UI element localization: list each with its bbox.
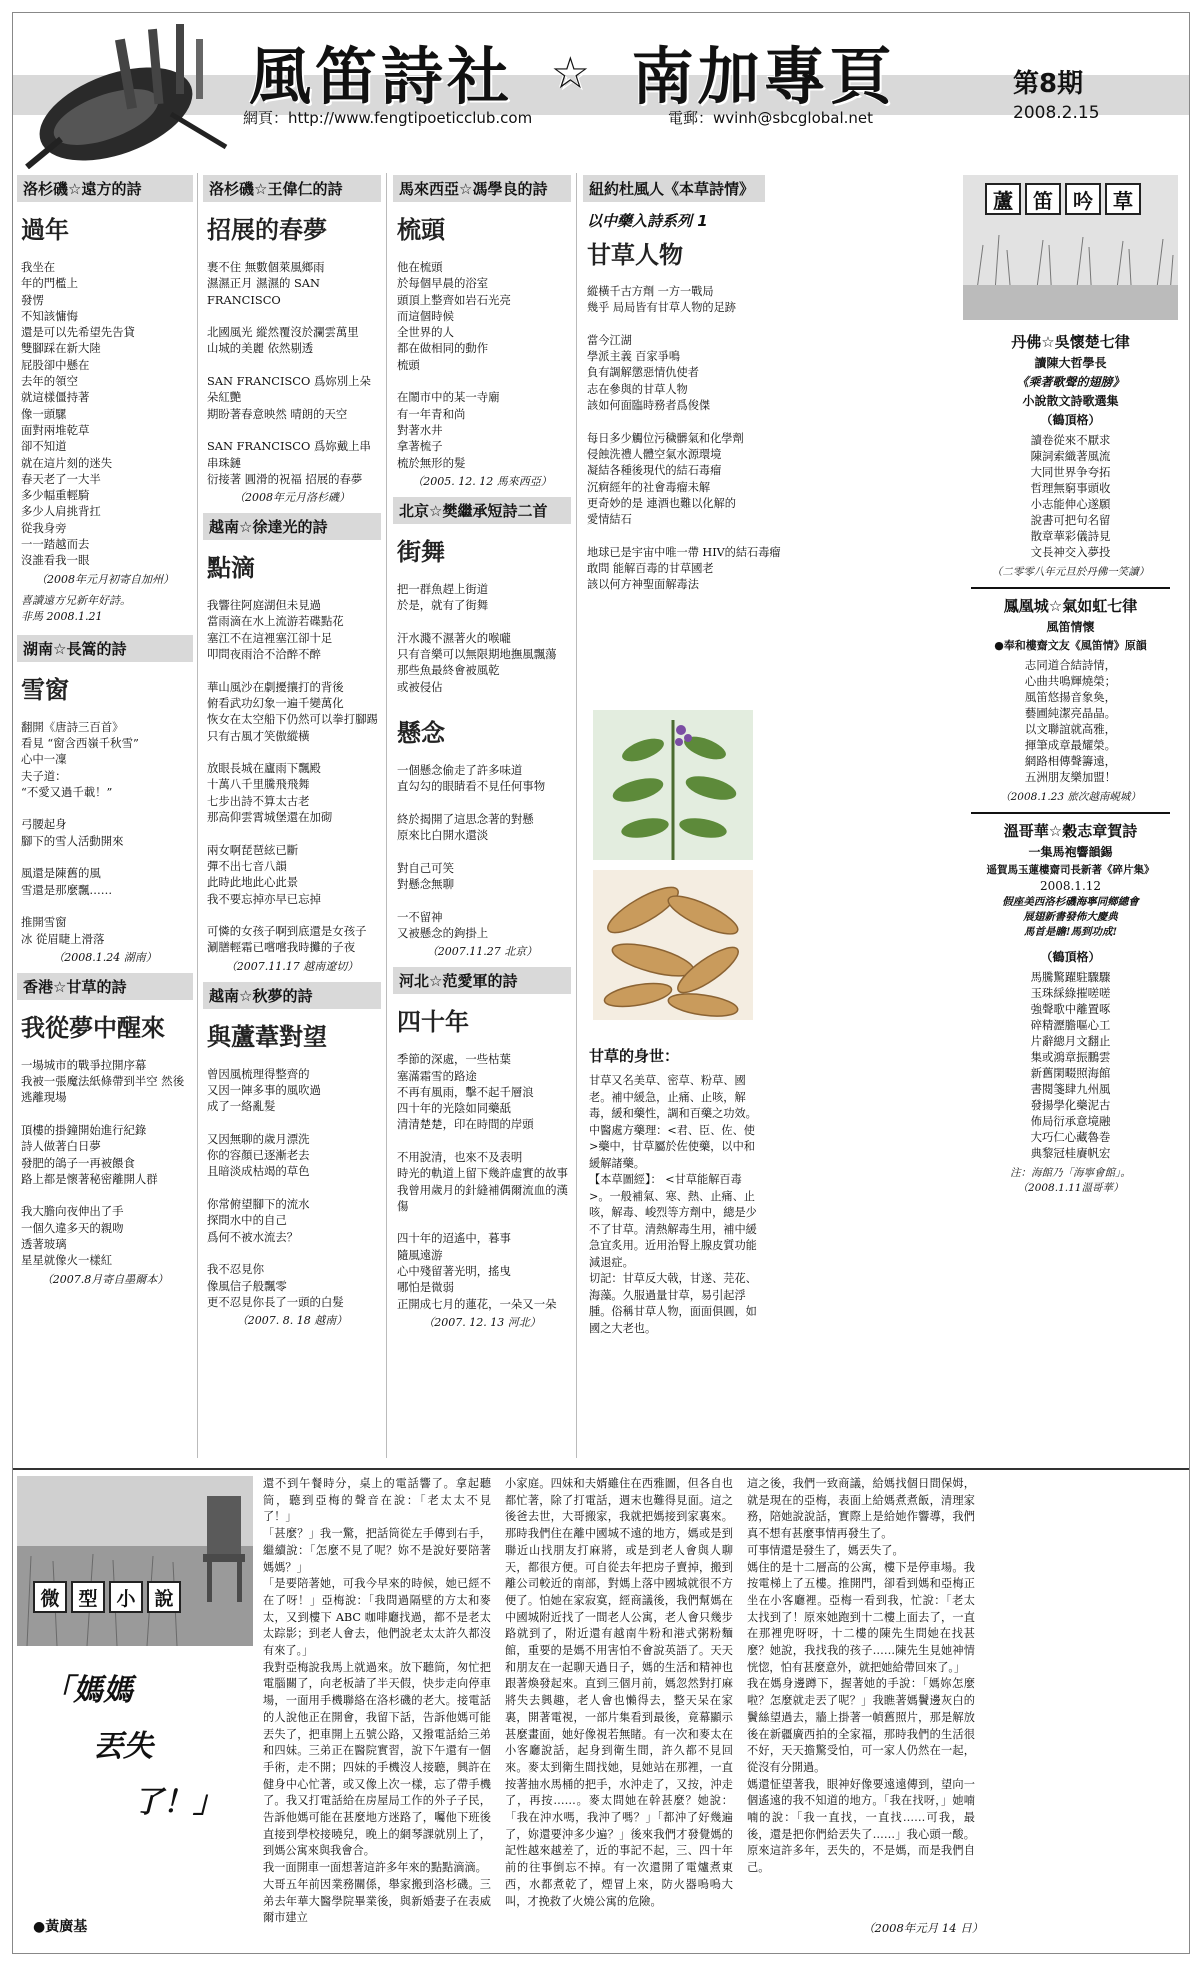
- story-title: [43, 1663, 223, 1831]
- story-column-1: 還不到午餐時分，桌上的電話響了。拿起聽筒，聽到亞梅的聲音在說：「老太太不見了！」 「甚麼？」我一驚，把話筒從左手傳到右手，繼續說：「怎麼不見了呢？妳不是說好要陪著媽媽？」 「是要陪著她，可我今早來的時候，她已經不在了呀！」亞梅說：「我問過隔壁的方太和麥太，又到樓下 ABC 咖啡廳找過，都不是老太太踪影；到老人會去，他們說老太太許久都沒有來了。」 我對亞梅說我馬上就過來。放下聽筒，匆忙把電腦關了，向老板請了半天假，快步走向停車場，一面用手機聯絡在洛杉磯的老大。接電話的人說他正在開會，我留下話，告訴他媽可能丟失了，把車開上五號公路，又撥電話給三弟和四妹。三弟正在醫院實習，說下午還有一個手術，走不開；四妹的手機沒人接聽，興許在健身中心忙著，或又像上次一樣，忘了帶手機了。我又打電話給在房屋局工作的外子子民，告訴他媽可能在甚麼地方迷路了，囑他下班後直接到學校接曉兒，晚上的網琴課就別上了，到媽公寓來與我會合。 我一面開車一面想著這許多年來的點點滴滴。 大哥五年前因業務關係，舉家搬到洛杉磯。三弟去年華大醫學院畢業後，與新婚妻子在表威爾市建立: [263, 1477, 491, 1925]
- section-head: 河北☆范愛軍的詩: [393, 967, 571, 994]
- poem-title: 招展的春夢: [207, 216, 327, 244]
- website-link[interactable]: 網頁：http://www.fengtipoeticclub.com: [243, 109, 533, 127]
- poem-title: 四十年: [397, 1008, 469, 1037]
- licorice-root-photo: [593, 870, 753, 1020]
- short-story-section: [13, 1468, 1189, 1953]
- herb-life-title: 甘草的身世：: [589, 1047, 680, 1065]
- masthead-title: [249, 27, 896, 116]
- label-char: 小: [109, 1581, 143, 1613]
- poem-title: 街舞: [397, 537, 445, 566]
- star-icon: ☆: [550, 48, 595, 99]
- section-divider: [13, 1468, 1189, 1470]
- poem-note: （2008.1.23 旅次越南峴城）: [1000, 791, 1141, 803]
- title-char: 笛: [1025, 183, 1061, 215]
- label-char: 型: [71, 1581, 105, 1613]
- poem-subtitle: 風笛情懷: [1046, 620, 1095, 634]
- poem-note: （2008年元月初寄自加州）: [36, 572, 174, 586]
- divider: [971, 812, 1170, 814]
- herb-life-body: 甘草又名美草、密草、粉草、國老。補中緩急，止痛、止咳，解毒，緩和藥性，調和百藥之功效。 中醫處方藥理：<君、臣、佐、使>藥中，甘草屬於佐使藥，以中和緩解諸藥。 【本草圖經】： <甘草能解百毒>。一般補氣、寒、熱、止痛、止咳，解毒、峻烈等方劑中，總是少不了甘草。清熱解毒生用，補中緩急宜炙用。近用治腎上腺皮質功能減退症。 切記：甘草反大戟，甘遂、芫花、海藻。久服過量甘草，易引起浮腫。俗稱甘草人物，面面俱圓，如國之大老也。: [589, 1074, 757, 1335]
- poem-note: （2007.11.27 北京）: [426, 945, 538, 959]
- section-head: 北京☆樊繼承短詩二首: [393, 497, 571, 524]
- section-head: 湖南☆長篙的詩: [17, 635, 193, 662]
- poem-title: 與蘆葦對望: [207, 1022, 327, 1051]
- section-head: 馬來西亞☆馮學良的詩: [393, 175, 571, 202]
- email-link[interactable]: 電郵：wvinh@sbcglobal.net: [668, 109, 874, 127]
- poem-body: 一個懸念偷走了許多味道 直勾勾的眼睛看不見任何事物 終於揭開了這思念著的對懸 原來比白開水還淡 對自己可笑 對懸念無聊 一不留神 又被懸念的鉤掛上: [397, 762, 546, 940]
- poem-body: 翻開《唐詩三百首》 看見 “窗含西嶺千秋雪” 心中一凜 夫子道： “不愛又過千載！” 弓腰起身 腳下的雪人活動開來 風還是陳舊的風 雪還是那麼飄…… 推開雪窗 冰 從眉睫上滑落: [21, 719, 139, 946]
- poem-body: 季節的深處，一些枯葉 塞滿霜雪的路途 不再有風雨，擊不起千層浪 四十年的光陰如同藥舐 清清楚楚，印在時間的岸頭 不用說清，也來不及表明 時光的軌道上留下幾許虛實的故事 我曾用歲月的針縫補偶爾流血的漢傷 四十年的迢遙中，暮事 隨風遠游 心中殘留著光明，搖曳 哪怕是微弱 正開成七月的蓮花，一朵又一朵: [397, 1052, 568, 1311]
- poem-note: （2007. 12. 13 河北）: [423, 1315, 541, 1329]
- newspaper-page: [12, 12, 1190, 1954]
- story-title-line: 丟失: [93, 1729, 153, 1764]
- label-char: 微: [33, 1581, 67, 1613]
- poem-body: 馬騰驚躍駐驟驟 玉珠綵綠摧嗟嗟 強聲歌中離置啄 碎精瀝膽嘔心工 片辭總月文翻止 集或鴻章振鵬雲 新舊閑畷照海館 書閱箋肆九州風 發揚學化藥泥古 佈局衍承意境融 大巧仁心藏魯巻 典黎冠桂賡帆宏: [1030, 970, 1111, 1160]
- poem-body: 曾因風梳理得整齊的 又因一陣多事的風吹過 成了一絡亂髮 又因無聊的歲月漂洗 你的容顏已逐漸老去 且暗淡成枯竭的草色 你常俯望腳下的流水 探問水中的自己 爲何不被水流去？ 我不忍見你 像風信子般飄零 更不忍見你長了一頭的白髮: [207, 1066, 344, 1309]
- story-label: [33, 1581, 181, 1613]
- title-char: 草: [1105, 183, 1141, 215]
- bagpipe-icon: [21, 19, 236, 169]
- poem-note: （2008.1.24 湖南）: [53, 950, 157, 964]
- licorice-plant-photo: [593, 710, 753, 860]
- poem-body: 縱橫千古方劑 一方一戰局 幾乎 局局皆有甘草人物的足跡 當今江湖 學派主義 百家爭鳴 負有調解懲惡情仇使者 志在參與的甘草人物 該如何面臨時務者爲俊傑 每日多少觸位污穢髒氣和化學劑 侵蝕洗禮人體空氣水源環境 凝結各種後現代的結石毒瘤 沉痾經年的社會毒瘤未解 更奇妙的是 連酒也難以化解的 愛情結石 地球已是宇宙中唯一帶 HIV的結石毒瘤 敢問 能解百毒的甘草國老 該以何方神聖面解毒法: [587, 285, 781, 592]
- poem-body: 我坐在 年的門檻上 發愣 不知該慵悔 還是可以先希望先告貸 雙腳踩在新大陸 屁股卻中懸在 去年的領空 就這樣僵持著 像一頭騾 面對兩堆乾草 卻不知道 就在這片刻的迷失 春天老了一大半 多少幅重輕騎 多少人肩挑背扛 從我身旁 一一踏越而去 沒誰看我一眼: [21, 260, 135, 568]
- masthead: [13, 13, 1189, 143]
- poem-title: 我從夢中醒來: [21, 1013, 165, 1042]
- poem-subtitle: 2008.1.12: [1039, 879, 1102, 893]
- poem-subtitle: 小說散文詩歌選集: [1022, 394, 1119, 408]
- column-divider: [386, 173, 387, 1458]
- label-char: 說: [147, 1581, 181, 1613]
- issue-date: 2008.2.15: [1013, 103, 1100, 123]
- poem-subtitle: 遥賀馬玉蓮樓齋司長新著《碎片集》: [986, 864, 1155, 876]
- section-head: 越南☆秋夢的詩: [203, 982, 381, 1009]
- divider: [971, 587, 1170, 589]
- poem-note: （2005. 12. 12 馬來西亞）: [412, 474, 552, 488]
- poem-head: 鳳凰城☆氣如虹七律: [1003, 597, 1138, 615]
- poem-title: 懸念: [397, 718, 445, 747]
- column-1: [17, 175, 193, 1465]
- poem-subtitle: 《乘著歌聲的翅膀》: [1016, 375, 1125, 389]
- story-date: （2008年元月 14 日）: [863, 1921, 984, 1935]
- poem-note: （2007. 8. 18 越南）: [236, 1314, 348, 1328]
- poem-title: 梳頭: [397, 216, 445, 244]
- poem-note: 注：海館乃「海寧會館」。 （2008.1.11溫哥華）: [1010, 1167, 1131, 1194]
- poem-body: 我響往阿庭湖但未見過 當雨滴在水上流游若碟點花 塞江不在這裡塞江卻十足 叩問夜雨洽不洽醉不醉 華山風沙在劇擾攘打的背後 俯看武功幻象一遍千變萬化 恢女在太空船下仍然可以拳打腳踢 只有古風才笑傲縱橫 放眼長城在廬雨下飄殿 十萬八千里騰飛飛舞 七步出詩不算太古老 那高仰雲霄城堡還在加砌 兩女啊琵琶絃已斷 彈不出七音八韻 此時此地此心此景 我不要忘掉亦早已忘掉 可憐的女孩子啊到底還是女孩子 涮膳輕霜已嚐嚐我時攤的子夜: [207, 598, 378, 955]
- story-title-line: 「媽媽: [43, 1673, 133, 1708]
- column-2: [203, 175, 381, 1465]
- poem-subtitle: 假座美西洛杉磯海寧同鄉總會 展翅新書發佈大慶典 馬首是瞻!馬到功成!: [1002, 896, 1139, 938]
- poem-comment: 喜讀遠方兄新年好詩。 非馬 2008.1.21: [21, 593, 131, 623]
- poem-title: 過年: [21, 216, 69, 244]
- poem-body: 一場城市的戰爭拉開序幕 我被一張魔法紙條帶到半空 然後逃離現場 頂樓的掛鐘開始進行紀錄 詩人做著白日夢 發肥的鴿子一再被餵食 路上都是懷著秘密離開人群 我大膽向夜伸出了手 一個久違多天的親吻 透著玻璃 星星就像火一樣紅: [21, 1057, 185, 1268]
- section-head: 香港☆甘草的詩: [17, 973, 193, 1000]
- story-title-line: 了！」: [133, 1785, 223, 1820]
- story-photo: [17, 1476, 253, 1646]
- lusheng-header-box: [963, 175, 1178, 320]
- poem-head: 溫哥華☆穀志章賀詩: [1003, 822, 1138, 840]
- poem-note: （2007.11.17 越南遼切）: [225, 959, 359, 973]
- section-head: 越南☆徐達光的詩: [203, 513, 381, 540]
- column-divider: [576, 173, 577, 1458]
- issue-number: 第8期: [1013, 69, 1084, 99]
- poem-subtitle: ●奉和樓齋文友《風笛情》原韻: [994, 639, 1147, 652]
- story-column-2: 小家庭。四妹和夫婿雖住在西雅圖，但各自也都忙著，除了打電話，週末也難得見面。這之後爸去世，大哥搬家，我就把媽接到家裏來。那時我們住在離中國城不遠的地方，媽或是到聯近山找朋友打麻將，或是到老人會與人聊天，都很方便。可自從去年把房子賣掉，搬到離公司較近的南部，對媽上落中國城就很不方便了。怕她在家寂寞，經商議後，我們幫媽在中國城附近找了一間老人公寓，老人會只幾步路就到了，附近還有越南牛粉和港式粥粉麵館，重要的是媽不用害怕不會說英語了。天天和朋友在一起聊天過日子，媽的生活和精神也跟著煥發起來。直到三個月前，媽忽然對打麻將失去興趣，老人會也懶得去，整天呆在家裏，開著電視，一部片集看到最後，竟幕顯示甚麼畫面，她好像視若無睹。有一次和麥太在小客廳說話，起身到衛生間，許久都不見回來。麥太到衛生間找她，見她站在那裡，一直按著抽水馬桶的把手，水沖走了，又按，沖走了，再按……。麥太問她在幹甚麼？她說：「我在沖水嗎，我沖了嗎？」「都沖了好幾遍了，妳還要沖多少遍？」後來我們才發覺媽的記性越來越差了，近的事記不起，三、四十年前的往事倒忘不掉。有一次還開了電爐煮東西，水都煮乾了，煙冒上來，防火器嗚嗚大叫，才挽救了火燒公寓的危險。: [505, 1477, 733, 1908]
- poem-subtitle: （鶴頂格）: [1040, 950, 1101, 964]
- column-5: [963, 325, 1178, 1465]
- series-label: 以中藥入詩系列 1: [587, 212, 708, 230]
- poem-title: 點滴: [207, 554, 255, 583]
- poem-body: 志同道合結詩情， 心曲共鳴輝燒榮； 風笛悠揚音象奐， 藝圃純潔亮晶晶。 以文聯誼就高雅， 揮筆成章最耀榮。 網路相傳聲籌遠， 五洲朋友樂加盟！: [1024, 658, 1117, 784]
- poem-title: 雪窗: [21, 675, 69, 704]
- section-head: 洛杉磯☆遠方的詩: [17, 175, 193, 202]
- poem-note: （二零零八年元旦於丹佛一笑讀）: [991, 566, 1150, 578]
- poem-note: （2008年元月洛杉磯）: [234, 491, 350, 505]
- column-3: [393, 175, 571, 1465]
- poem-body: 裹不住 無數個萊風鄉雨 濕濕正月 濕濕的 SAN FRANCISCO 北國風光 縱然覆沒於瀾雲萬里 山城的美麗 依然剔透 SAN FRANCISCO 爲妳別上朵朵紅艷 期盼著春意映然 晴朗的天空 SAN FRANCISCO 爲妳戴上串串珠鏈 衍接著 圓滑的祝福 招展的春夢: [207, 260, 371, 486]
- poem-body: 把一群魚趕上街道 於是，就有了街舞 汗水濺不濕著火的喉嚨 只有音樂可以無限期地撫風飄蕩 那些魚最終會被風乾 或被侵佔: [397, 581, 557, 694]
- section-head: 洛杉磯☆王偉仁的詩: [203, 175, 381, 202]
- poem-subtitle: （鶴頂格）: [1040, 413, 1101, 427]
- title-char: 蘆: [985, 183, 1021, 215]
- title-char: 吟: [1065, 183, 1101, 215]
- poem-subtitle: 一集馬袍響韻錫: [1028, 845, 1113, 859]
- poem-subtitle: 讀陳大哲學長: [1034, 356, 1107, 370]
- poem-body: 讀卷從來不厭求 陳詞索織著風流 大同世界争夸拓 哲理無窮事頭收 小志能伸心遂願 說書可把句名留 散章華彩儀詩見 文長神交入夢投: [1030, 433, 1111, 559]
- column-divider: [197, 173, 198, 1458]
- plant-icon: [593, 710, 753, 860]
- poem-body: 他在梳頭 於每個早晨的浴室 頭頂上整齊如岩石光亮 而這個時候 全世界的人 都在做相同的動作 梳頭 在鬧市中的某一寺廟 有一年青和尚 對著水井 拿著梳子 梳於無形的髮: [397, 260, 511, 470]
- root-slices-icon: [593, 870, 753, 1020]
- poem-title: 甘草人物: [587, 241, 683, 269]
- section-head: 紐約杜風人《本草詩情》: [583, 175, 765, 202]
- title-right: 南加專頁: [631, 40, 896, 113]
- field-chair-icon: [17, 1476, 253, 1646]
- poem-head: 丹佛☆吳懷楚七律: [1011, 333, 1130, 351]
- story-column-3: 這之後，我們一致商議，給媽找個日間保姆，就是現在的亞梅，表面上給媽煮煮飯，清理家務，陪她說說話，實際上是給她作響導，我們真不想有甚麼事情再發生了。 可事情還是發生了，媽丟失了。 媽住的是十二層高的公寓，樓下是停車場。我按電梯上了五樓。推開門，卻看到媽和亞梅正坐在小客廳裡。亞梅一看到我，忙說：「老太太找到了！原來她跑到十二樓上面去了，一直在那裡兜呀呀，十二樓的陳先生問她在找甚麼？她說，我找我的孩子……陳先生見她神情恍惚，怕有甚麼意外，就把她給帶回來了。」 我在媽身邊蹲下，握著她的手說：「媽妳怎麼啦？怎麼就走丟了呢？」我瞧著媽鬢邊灰白的鬢絲望過去，牆上掛著一幀舊照片，那是解放後在新疆廣西拍的全家福，那時我們的生活很不好，天天擔驚受怕，可一家人仍然在一起，從沒有分開過。 媽還怔望著我，眼神好像要遠遠傳到，望向一個遙遠的我不知道的地方。「我在找呀，」她喃喃的說：「我一直找，一直找……可我，最後，還是把你們給丟失了……」我心頭一酸。原來這許多年，丟失的，不是媽，而是我們自己。: [747, 1477, 975, 1875]
- poem-note: （2007.8月寄自墨爾本）: [41, 1272, 169, 1286]
- title-left: 風笛詩社: [249, 40, 514, 113]
- story-author: ●黃廣基: [33, 1919, 88, 1935]
- column-4: [583, 175, 953, 1465]
- lusheng-title: [985, 183, 1141, 215]
